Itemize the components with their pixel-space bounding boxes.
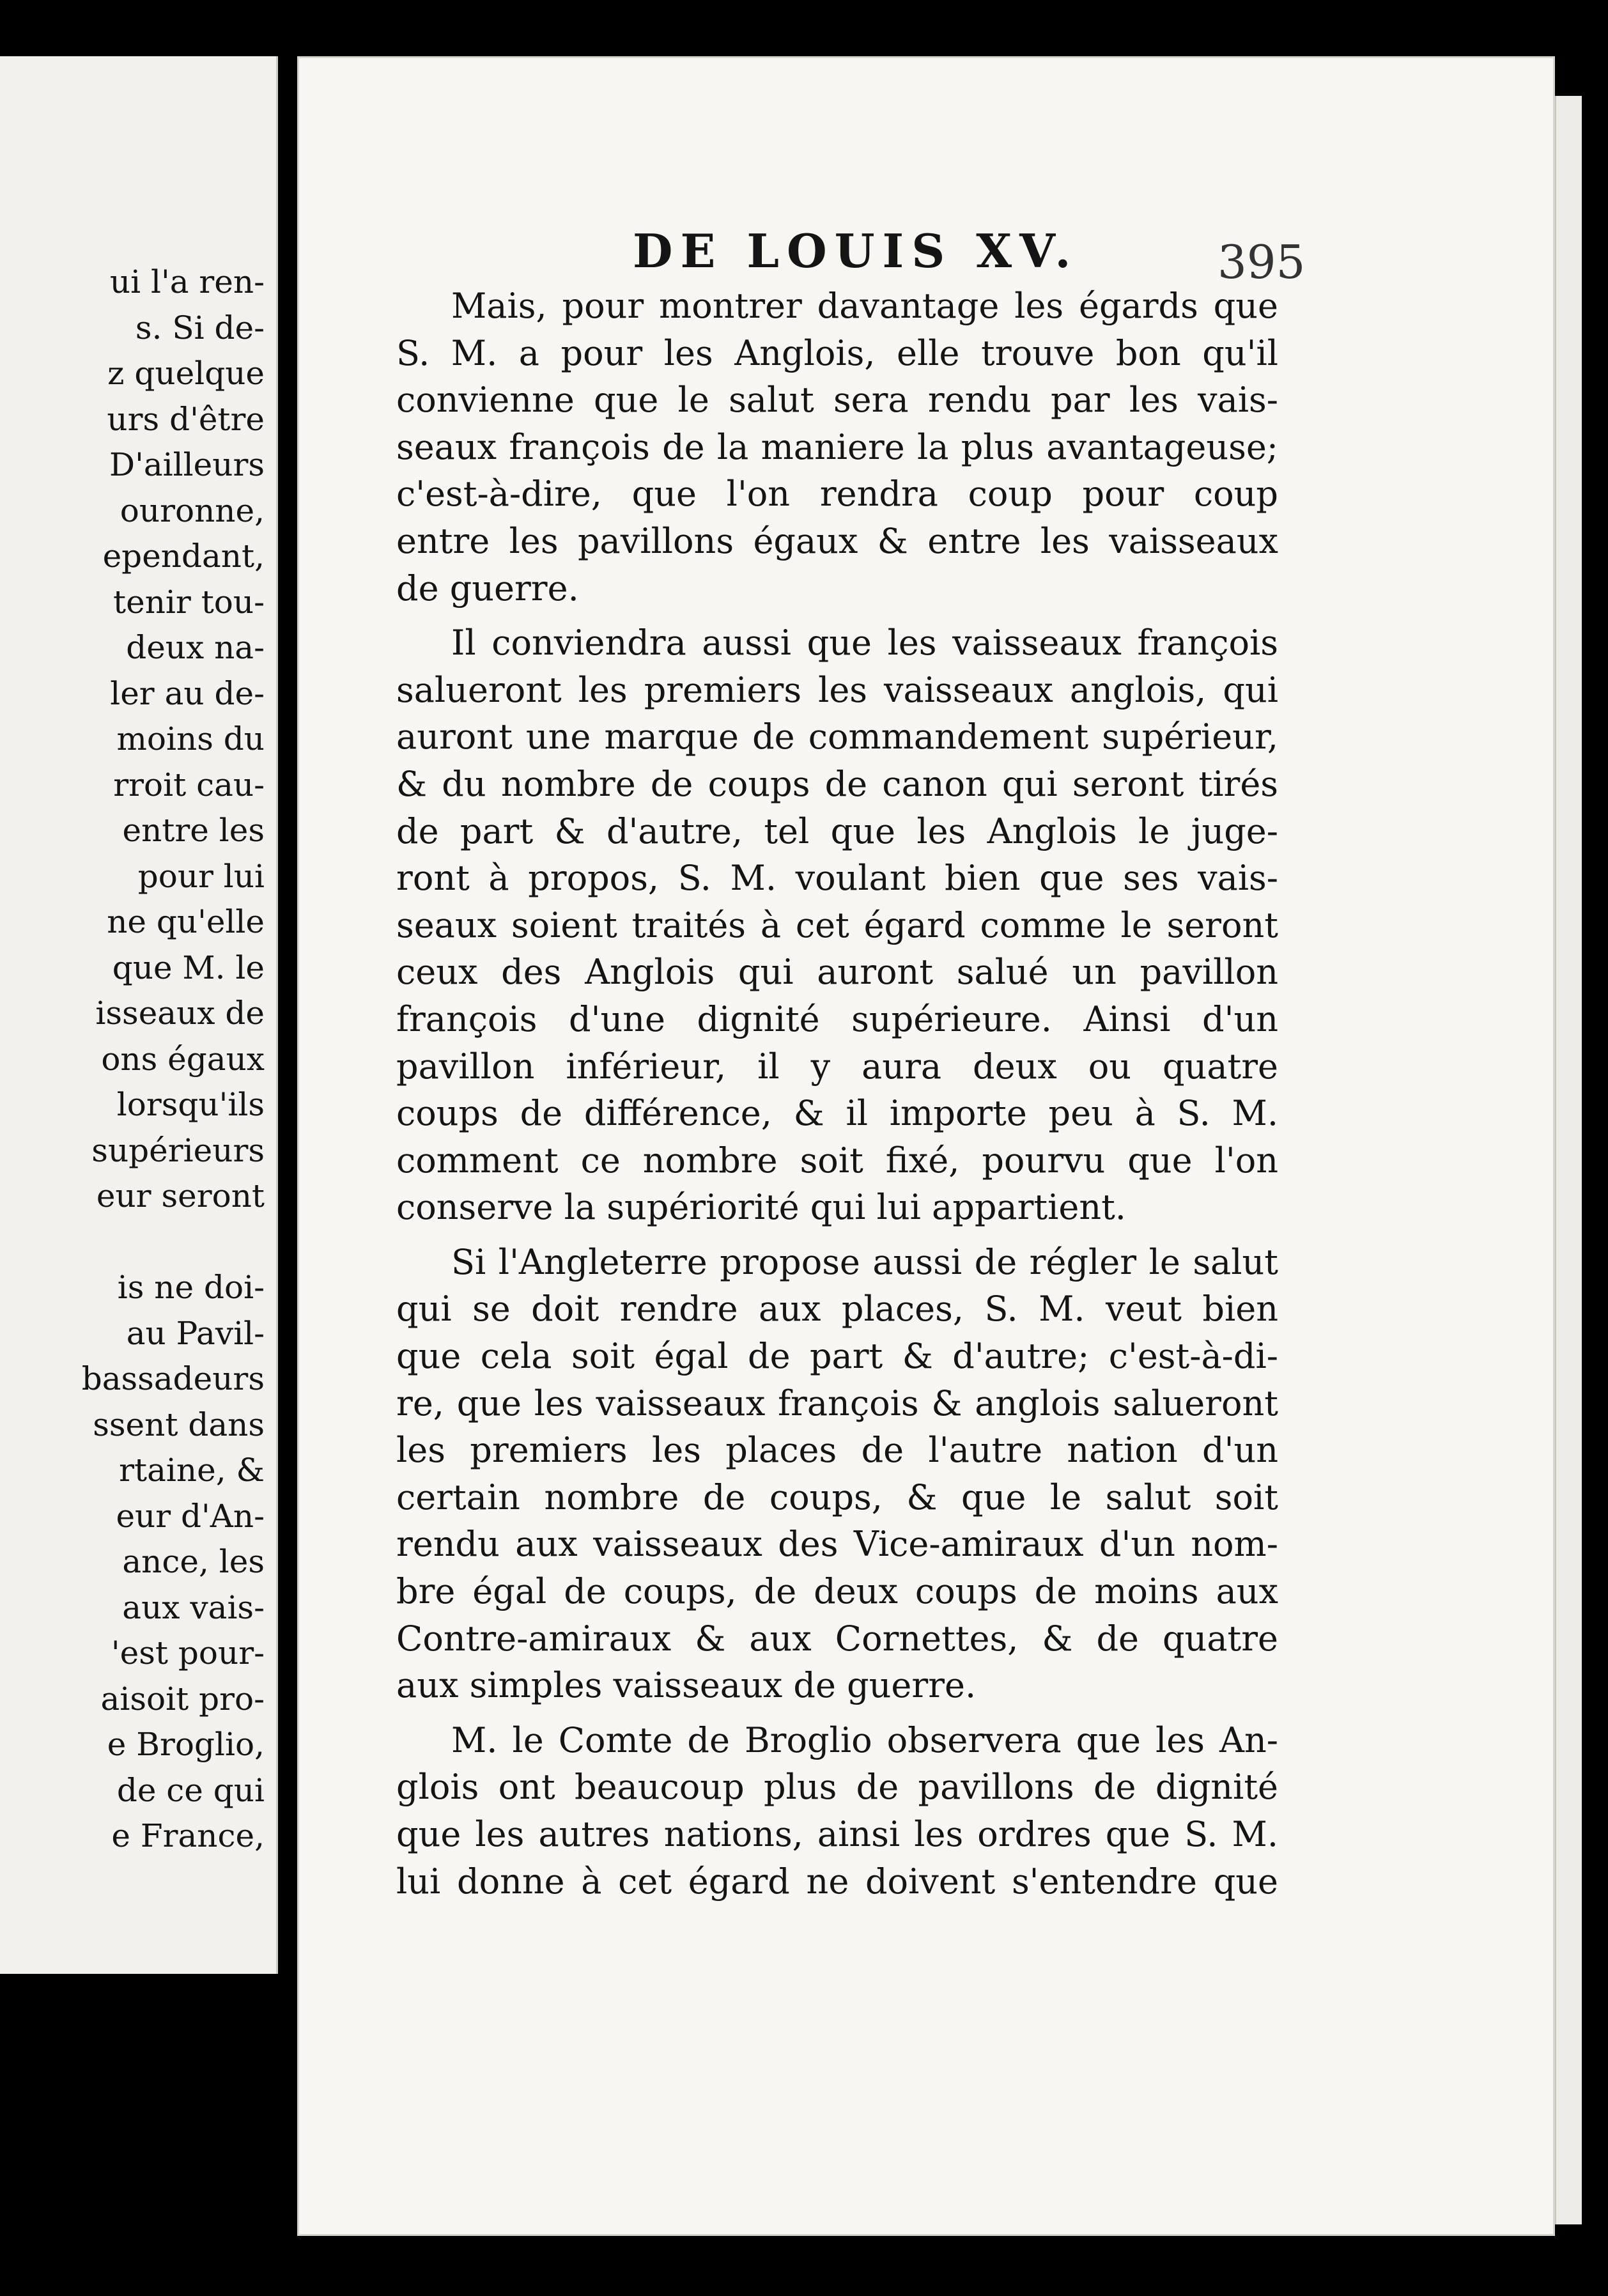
- text-line: de part & d'autre, tel que les Anglois le juge-: [396, 811, 1278, 851]
- running-head: DE LOUIS XV.: [633, 224, 1079, 278]
- left-line: aisoit pro-: [100, 1680, 265, 1718]
- paragraph: [396, 1239, 1278, 1709]
- text-line: rendu aux vaisseaux des Vice-amiraux d'un nom-: [396, 1524, 1278, 1565]
- text-line: glois ont beaucoup plus de pavillons de dignité: [396, 1767, 1278, 1808]
- left-line: eur seront: [96, 1177, 265, 1214]
- text-line: françois d'une dignité supérieure. Ainsi d'un: [396, 998, 1278, 1039]
- paragraph: [396, 283, 1278, 612]
- left-line: 'est pour-: [111, 1634, 265, 1672]
- text-line: comment ce nombre soit fixé, pourvu que l'on: [396, 1140, 1278, 1181]
- left-line: ouronne,: [120, 492, 265, 529]
- left-line: lorsqu'ils: [116, 1086, 265, 1123]
- left-line: tenir tou-: [113, 583, 265, 621]
- left-line: entre les: [122, 812, 265, 849]
- left-line: s. Si de-: [135, 309, 265, 346]
- text-line: seaux françois de la maniere la plus avantageuse;: [396, 426, 1278, 467]
- text-line: coups de différence, & il importe peu à S. M.: [396, 1093, 1278, 1134]
- left-line: ependant,: [102, 538, 265, 575]
- left-line: rtaine, &: [119, 1452, 265, 1489]
- left-line: aux vais-: [122, 1588, 265, 1626]
- left-line: ler au de-: [110, 674, 265, 712]
- paragraph: [396, 619, 1278, 1231]
- left-line: ance, les: [122, 1543, 265, 1580]
- left-page-text: [0, 260, 276, 1859]
- text-line: certain nombre de coups, & que le salut soit: [396, 1477, 1278, 1517]
- text-line: entre les pavillons égaux & entre les vaisseaux: [396, 520, 1278, 561]
- left-line: rroit cau-: [113, 766, 265, 803]
- left-line: D'ailleurs: [109, 446, 265, 483]
- text-line: S. M. a pour les Anglois, elle trouve bon qu'il: [396, 332, 1278, 373]
- text-line: ceux des Anglois qui auront salué un pavillon: [396, 952, 1278, 993]
- left-line: ne qu'elle: [107, 903, 265, 940]
- text-line: re, que les vaisseaux françois & anglois salueront: [396, 1383, 1278, 1423]
- left-line: ui l'a ren-: [109, 263, 265, 300]
- text-line: lui donne à cet égard ne doivent s'entendre que: [396, 1861, 1278, 1902]
- left-line: ons égaux: [101, 1040, 265, 1078]
- left-line: de ce qui: [116, 1771, 265, 1809]
- left-line: is ne doi-: [117, 1269, 265, 1306]
- text-line: qui se doit rendre aux places, S. M. veut bien: [396, 1289, 1278, 1330]
- text-line: que cela soit égal de part & d'autre; c'est-à-di-: [396, 1336, 1278, 1377]
- text-line: c'est-à-dire, que l'on rendra coup pour coup: [396, 474, 1278, 515]
- left-line: au Pavil-: [126, 1314, 265, 1352]
- text-line: aux simples vaisseaux de guerre.: [396, 1665, 977, 1706]
- text-line: de guerre.: [396, 568, 579, 609]
- left-line: isseaux de: [95, 995, 265, 1032]
- left-line: [0, 1220, 276, 1266]
- text-line: Mais, pour montrer davantage les égards que: [451, 286, 1278, 326]
- left-line: z quelque: [107, 355, 265, 392]
- text-line: seaux soient traités à cet égard comme le seront: [396, 904, 1278, 945]
- text-line: Contre-amiraux & aux Cornettes, & de quatre: [396, 1618, 1278, 1659]
- left-line: eur d'An-: [116, 1497, 265, 1535]
- text-line: & du nombre de coups de canon qui seront tirés: [396, 763, 1278, 804]
- left-line: supérieurs: [91, 1131, 265, 1169]
- left-line: que M. le: [112, 949, 265, 986]
- text-line: pavillon inférieur, il y aura deux ou quatre: [396, 1046, 1278, 1087]
- text-line: convienne que le salut sera rendu par les vais-: [396, 380, 1278, 421]
- body-text: [396, 283, 1278, 1912]
- paragraph: [396, 1717, 1278, 1905]
- left-line: pour lui: [137, 857, 265, 895]
- page-number: 395: [1218, 235, 1306, 289]
- left-line: e Broglio,: [107, 1726, 265, 1763]
- text-line: bre égal de coups, de deux coups de moins aux: [396, 1571, 1278, 1612]
- left-line: deux na-: [126, 629, 265, 666]
- text-line: Il conviendra aussi que les vaisseaux françois: [451, 623, 1278, 663]
- text-line: salueront les premiers les vaisseaux anglois, qui: [396, 669, 1278, 710]
- text-line: M. le Comte de Broglio observera que les An-: [451, 1719, 1278, 1760]
- text-line: que les autres nations, ainsi les ordres que S. M.: [396, 1814, 1278, 1854]
- text-line: auront une marque de commandement supérieur,: [396, 717, 1278, 757]
- left-line: moins du: [116, 720, 265, 757]
- text-line: ront à propos, S. M. voulant bien que ses vais-: [396, 858, 1278, 899]
- left-line: bassadeurs: [81, 1360, 265, 1397]
- left-page: [0, 56, 278, 1974]
- page-edge: [1555, 96, 1582, 2224]
- text-line: Si l'Angleterre propose aussi de régler le salut: [451, 1241, 1278, 1282]
- left-line: ssent dans: [93, 1406, 265, 1443]
- left-line: e France,: [111, 1817, 265, 1854]
- left-line: urs d'être: [107, 400, 265, 438]
- text-line: conserve la supériorité qui lui appartient.: [396, 1187, 1126, 1228]
- text-line: les premiers les places de l'autre nation d'un: [396, 1430, 1278, 1471]
